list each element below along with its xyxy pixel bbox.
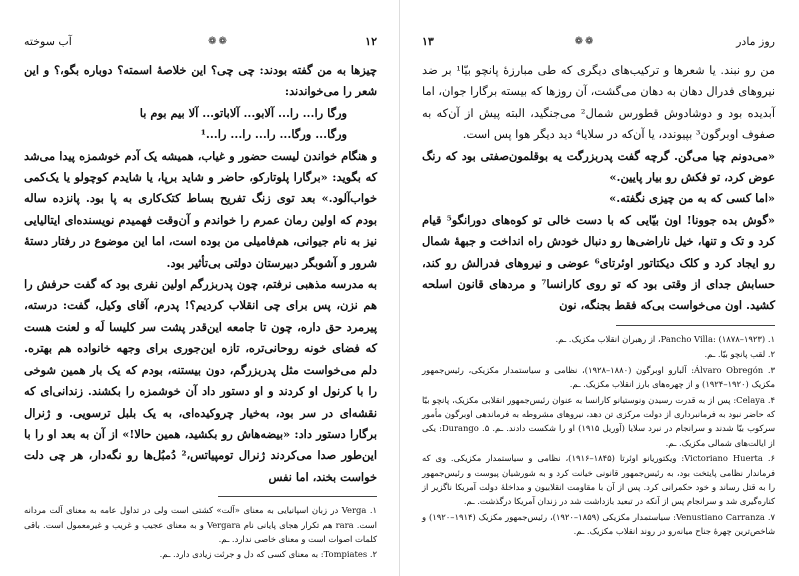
footnote: ۲. Tompiates: به معنای کسی که دل و جرئت زیادی دارد. ـم. <box>159 549 377 560</box>
footnote: ۲. لقب پانچو بیّا. ـم. <box>704 349 775 360</box>
footnote: ۱. Pancho Villa: (۱۸۷۸–۱۹۲۳)، از رهبران انقلاب مکزیک. ـم. <box>555 333 775 344</box>
footnote: ۳. Álvaro Obregón: آلبارو اوبرگون (۱۸۸۰–۱۹۲۸)، نظامی و سیاستمدار مکزیکی، رئیس‌جمهور مکزیک (۱۹۲۰–۱۹۲۴) و از چهره‌های بارز انقلاب مکزیک. ـم. <box>422 364 775 390</box>
footnotes <box>24 503 377 562</box>
header-ornament: ❁❁ <box>208 35 229 47</box>
running-title: آب سوخته <box>24 34 72 48</box>
page-number: ۱۳ <box>422 34 434 48</box>
poem-line: ورگا را... را... آلابو... آلاباتو... آلا بیم بوم با <box>139 105 347 120</box>
page-header <box>422 30 775 52</box>
paragraph: و هنگام خواندن لیست حضور و غیاب، همیشه یک آدم خوشمزه پیدا می‌شد که بگوید: «برگارا پلوتارکو، حاضر و شاید برپا، یا شایدم کوچولو یا یک‌کمی خواب‌آلود.» بعد توی زنگ تفریح بساط کتک‌کاری به پا بود. پانزده ساله بودم که اولین رمان عمرم را خواندم و آن‌وقت فهمیدم نویسنده‌ای ایتالیایی نیز به نام جیوانی، هم‌فامیلی من بوده است، اما این موضوع در رفتار دستهٔ شرور و آشوبگر دبیرستان دولتی بی‌تأثیر بود. <box>24 148 377 270</box>
running-title: روز مادر <box>736 34 775 48</box>
header-ornament: ❁❁ <box>574 35 596 47</box>
paragraph: «گوش بده جوونا! اون بیّایی که با دست خالی تو کوه‌های دورانگو⁵ قیام کرد و تک و تنها، خیل ناراضی‌ها رو دنبال خودش راه انداخت و جبههٔ شمال رو ایجاد کرد و کلک دیکتاتور اوئرتای⁶ عوضی و نیروهای فدرالش رو کند، حسابش جدای از وقتی بود که تو روی کارانسا⁷ و مردهای قانون اسلحه کشید. اون می‌خواست بی‌که فقط بجنگه، نون <box>422 212 776 313</box>
paragraph: چیزها به من گفته بودند: چی چی؟ این خلاصهٔ اسمته؟ دوباره بگو،؟ و این شعر را می‌خواندند: <box>24 63 377 99</box>
footnote: ۴. Celaya: پس از به قدرت رسیدن ونوستیانو کارانسا به عنوان رئیس‌جمهور انقلابی مکزیک، پانچو بیّا که حاضر نبود به فرمانبرداری از دولت مرکزی تن دهد، نیروهای مشروطه به فرماندهی اوبرگون مأمور سرکوب بیّا شدند و سرانجام در نبرد سلایا (آوریل ۱۹۱۵) او را شکست دادند. ـم. ۵. Durango: یکی از ایالت‌های شمالی مکزیک. ـم. <box>422 394 776 448</box>
paragraph: به مدرسه مذهبی نرفتم، چون پدربزرگم اولین نفری بود که گفت حرفش را هم نزن، پس برای چی انقلاب کردیم؟! پدرم، آقای وکیل، گفت: درسته، پیرمرد حق داره، چون تا جامعه این‌قدر پشت سر کلیسا لَه و لعنت هست که فضای خونه روحانی‌تره، تازه این‌جوری برای وجهه خانواده هم بهتره. دلم می‌خواست مثل پدربزرگم، دون بیستنه، بودم که یک بار همین شوخی را با کرنول او کردند و او دستور داد آن خوشمزه را بکشند. زندانی‌ای که نقشه‌ای در سر بود، به‌خیار چروکیده‌ای، به یک بلبل ترسویی. و ژنرال برگارا دستور داد: «بیضه‌هاش رو بکشید، همین حالا!» از آن به بعد او را با این‌طور صدا می‌کردند ژنرال تومپیاتس،² دُمبُل‌ها رو نگه‌دار، هر چی دلت خواست بخند، اما نفس <box>24 277 378 484</box>
footnote-divider <box>616 325 775 326</box>
paragraph: من رو نبند. یا شعرها و ترکیب‌های دیگری که طی مبارزهٔ پانچو بیّا¹ بر ضد نیروهای فدرال دهان به دهان می‌گشت، آن روزها که بیسته برگارا جوان، اما آبدیده بود و دوشادوش قطورس شمال² می‌جنگید، البته پیش از آن‌که به صفوف اوبرگون³ بپیوندد، یا آن‌که در سلایا⁴ دید دیگر هوا پس است. <box>422 63 775 142</box>
poem-line: ورگا... ورگا... را... را... را...¹ <box>200 127 347 142</box>
body-text <box>422 60 775 317</box>
footnote: ۷. Venustiano Carranza: سیاستمدار مکزیکی (۱۸۵۹–۱۹۲۰)، رئیس‌جمهور مکزیک (۱۹۱۴–۱۹۲۰) و شاخص‌ترین چهرهٔ جناح میانه‌رو در روند انقلاب مکزیک. ـم. <box>422 511 775 537</box>
body-text <box>24 60 377 488</box>
right-page <box>400 0 799 576</box>
paragraph: «می‌دونم چیا می‌گن. گرچه گفت پدربزرگت یه بوقلمون‌صفتی بود که رنگ عوض کرد، تو فکش رو بیار پایین.» <box>422 148 775 185</box>
footnote: ۶. Victoriano Huerta: ویکتوریانو اوئرتا (۱۸۴۵–۱۹۱۶)، نظامی و سیاستمدار مکزیکی. وی که فرماندار نظامی پایتخت بود، به رئیس‌جمهور قانونی خیانت کرد و به شورشیان پیوست و رئیس‌جمهور را به قتل رساند و خود حکمرانی کرد. پس از آن با مقاومت انقلابیون و مداخلهٔ دولت آمریکا ناگزیر از کناره‌گیری شد و سرانجام پس از آنکه در تبعید بازداشت شد در زندان آمریکا درگذشت. ـم. <box>422 453 775 507</box>
paragraph: «اما کسی که به من چیزی نگفته.» <box>609 191 775 206</box>
page-number: ۱۲ <box>365 34 377 48</box>
page-header <box>24 30 377 52</box>
footnotes <box>422 332 775 539</box>
footnote-divider <box>218 496 377 497</box>
footnote: ۱. Verga در زبان اسپانیایی به معنای «آلت» کشتی است ولی در تداول عامه به معنای آلت مردانه است. rara هم تکرار هجای پایانی نام Vergara و به معنای عجیب و غریب و غیرمعمول است. باقی کلمات اصوات است و معنای خاصی ندارد. ـم. <box>24 505 377 544</box>
